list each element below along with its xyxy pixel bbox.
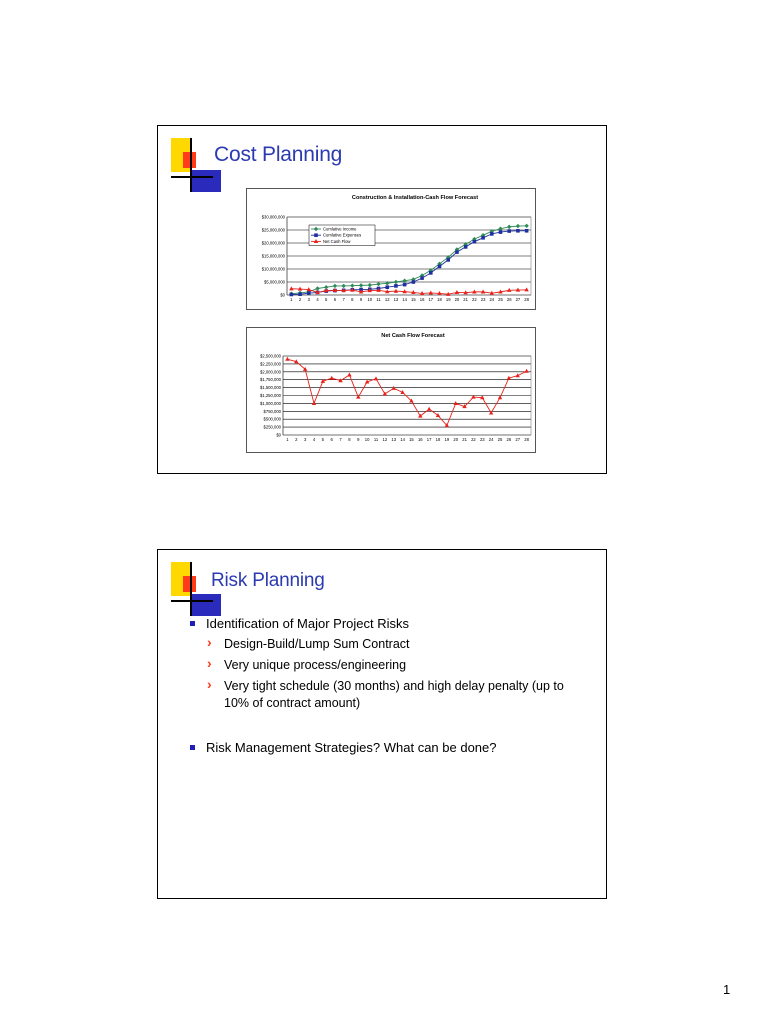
x-tick-label: 9 — [357, 437, 360, 442]
slide-risk-planning — [157, 549, 607, 899]
data-point — [403, 283, 407, 287]
y-tick-label: $1,750,000 — [260, 377, 281, 383]
x-tick-label: 18 — [437, 297, 442, 302]
data-point — [516, 224, 520, 228]
data-point — [374, 376, 378, 380]
x-tick-label: 6 — [333, 297, 337, 302]
data-point — [394, 289, 398, 293]
data-point — [438, 265, 442, 269]
x-tick-label: 27 — [515, 437, 521, 442]
x-tick-label: 19 — [444, 437, 450, 442]
x-tick-label: 16 — [417, 437, 423, 442]
data-point — [359, 283, 363, 287]
data-point — [385, 285, 389, 289]
y-tick-label: $30,000,000 — [261, 214, 285, 220]
x-tick-label: 2 — [295, 437, 298, 442]
x-tick-label: 21 — [463, 297, 468, 302]
x-tick-label: 4 — [316, 297, 319, 302]
x-tick-label: 7 — [342, 297, 345, 302]
cashflow-chart-svg — [247, 189, 535, 309]
y-tick-label: $2,250,000 — [260, 361, 281, 367]
data-point — [312, 401, 316, 405]
chart-title: Net Cash Flow Forecast — [381, 333, 445, 339]
data-point — [446, 258, 450, 262]
x-tick-label: 3 — [303, 437, 307, 442]
x-tick-label: 24 — [489, 297, 495, 302]
x-tick-label: 10 — [364, 437, 370, 442]
x-tick-label: 26 — [506, 437, 512, 442]
data-point — [454, 401, 458, 405]
sub-bullet-item: › Very unique process/engineering — [188, 657, 588, 674]
page-number: 1 — [723, 982, 731, 997]
x-tick-label: 28 — [524, 297, 529, 302]
data-point — [498, 395, 502, 399]
x-tick-label: 6 — [330, 437, 333, 442]
x-tick-label: 2 — [298, 297, 302, 302]
data-point — [376, 282, 380, 286]
chart-title: Construction & Installation-Cash Flow Forecast — [351, 195, 479, 201]
x-tick-label: 26 — [506, 297, 512, 302]
data-point — [350, 283, 354, 287]
bullet-item: Risk Management Strategies? What can be done? — [188, 740, 588, 756]
y-tick-label: $750,000 — [263, 408, 281, 414]
data-point — [285, 357, 289, 361]
net-cashflow-chart — [246, 327, 536, 453]
sub-bullet-item: › Design-Build/Lump Sum Contract — [188, 636, 588, 653]
data-point — [524, 224, 528, 228]
x-tick-label: 5 — [325, 297, 328, 302]
data-point — [436, 413, 440, 417]
x-tick-label: 11 — [373, 437, 379, 442]
x-tick-label: 7 — [339, 437, 342, 442]
x-tick-label: 1 — [286, 437, 289, 442]
data-point — [420, 276, 424, 280]
data-point — [507, 229, 511, 233]
data-point — [314, 233, 318, 237]
cashflow-chart — [246, 188, 536, 310]
y-tick-label: $500,000 — [263, 416, 281, 422]
y-tick-label: $2,000,000 — [260, 369, 281, 375]
x-tick-label: 25 — [498, 297, 503, 302]
y-tick-label: $10,000,000 — [261, 266, 285, 272]
x-tick-label: 18 — [435, 437, 441, 442]
slide-decoration-icon — [171, 562, 213, 614]
legend-label: Net Cash Flow — [323, 238, 351, 244]
data-point — [429, 271, 433, 275]
data-point — [499, 230, 503, 234]
bullet-list — [188, 616, 588, 760]
x-tick-label: 20 — [453, 437, 459, 442]
y-tick-label: $1,500,000 — [260, 385, 281, 391]
data-point — [347, 373, 351, 377]
data-point — [307, 291, 311, 295]
y-tick-label: $2,500,000 — [260, 353, 281, 359]
data-point — [429, 291, 433, 295]
y-tick-label: $1,000,000 — [260, 400, 281, 406]
x-tick-label: 8 — [348, 437, 351, 442]
data-point — [473, 240, 477, 244]
data-point — [394, 284, 398, 288]
data-point — [516, 229, 520, 233]
data-point — [524, 369, 528, 373]
slide-title: Cost Planning — [214, 143, 343, 166]
data-point — [394, 280, 398, 284]
data-point — [490, 232, 494, 236]
y-tick-label: $15,000,000 — [261, 253, 285, 259]
legend-label: Cumlative Income — [323, 226, 357, 232]
data-point — [525, 229, 529, 233]
x-tick-label: 12 — [384, 297, 390, 302]
x-tick-label: 15 — [409, 437, 414, 442]
legend-label: Cumlative Expenses — [323, 232, 362, 238]
x-tick-label: 4 — [312, 437, 316, 442]
x-tick-label: 28 — [524, 437, 529, 442]
y-tick-label: $250,000 — [263, 424, 281, 430]
data-point — [290, 293, 294, 297]
x-tick-label: 27 — [515, 297, 521, 302]
x-tick-label: 14 — [402, 297, 407, 302]
y-tick-label: $25,000,000 — [261, 227, 285, 233]
data-point — [455, 250, 459, 254]
data-point — [333, 284, 337, 288]
x-tick-label: 1 — [290, 297, 293, 302]
x-tick-label: 12 — [382, 437, 388, 442]
y-tick-label: $0 — [276, 432, 281, 438]
x-tick-label: 19 — [445, 297, 451, 302]
data-point — [341, 284, 345, 288]
data-point — [330, 376, 334, 380]
x-tick-label: 8 — [351, 297, 354, 302]
series-line — [287, 359, 526, 425]
x-tick-label: 20 — [454, 297, 460, 302]
x-tick-label: 13 — [393, 297, 399, 302]
x-tick-label: 13 — [391, 437, 397, 442]
y-tick-label: $20,000,000 — [261, 240, 285, 246]
slide-title: Risk Planning — [211, 570, 325, 591]
x-tick-label: 9 — [359, 297, 363, 302]
x-tick-label: 11 — [376, 297, 381, 302]
y-tick-label: $5,000,000 — [264, 279, 285, 285]
x-tick-label: 17 — [426, 437, 432, 442]
x-tick-label: 23 — [480, 297, 486, 302]
x-tick-label: 22 — [472, 297, 477, 302]
data-point — [298, 292, 302, 296]
net-cashflow-chart-svg — [247, 328, 535, 452]
data-point — [507, 225, 511, 229]
y-tick-label: $1,250,000 — [260, 393, 281, 398]
y-tick-label: $0 — [280, 292, 285, 298]
data-point — [427, 407, 431, 411]
spacer — [188, 716, 588, 740]
x-tick-label: 16 — [419, 297, 425, 302]
x-tick-label: 24 — [488, 437, 494, 442]
data-point — [368, 283, 372, 287]
x-tick-label: 5 — [321, 437, 325, 442]
x-tick-label: 23 — [479, 437, 485, 442]
x-tick-label: 10 — [367, 297, 373, 302]
x-tick-label: 14 — [400, 437, 405, 442]
x-tick-label: 15 — [411, 297, 416, 302]
x-tick-label: 3 — [307, 297, 310, 302]
sub-bullet-item: › Very tight schedule (30 months) and high delay penalty (up to 10% of contract amount) — [188, 678, 588, 712]
slide-decoration-icon — [171, 138, 213, 190]
data-point — [464, 245, 468, 249]
bullet-item: Identification of Major Project Risks — [188, 616, 588, 632]
x-tick-label: 21 — [462, 437, 467, 442]
x-tick-label: 17 — [428, 297, 434, 302]
slide-cost-planning — [157, 125, 607, 474]
data-point — [481, 236, 485, 240]
x-tick-label: 25 — [497, 437, 503, 442]
x-tick-label: 22 — [471, 437, 476, 442]
data-point — [412, 280, 416, 284]
